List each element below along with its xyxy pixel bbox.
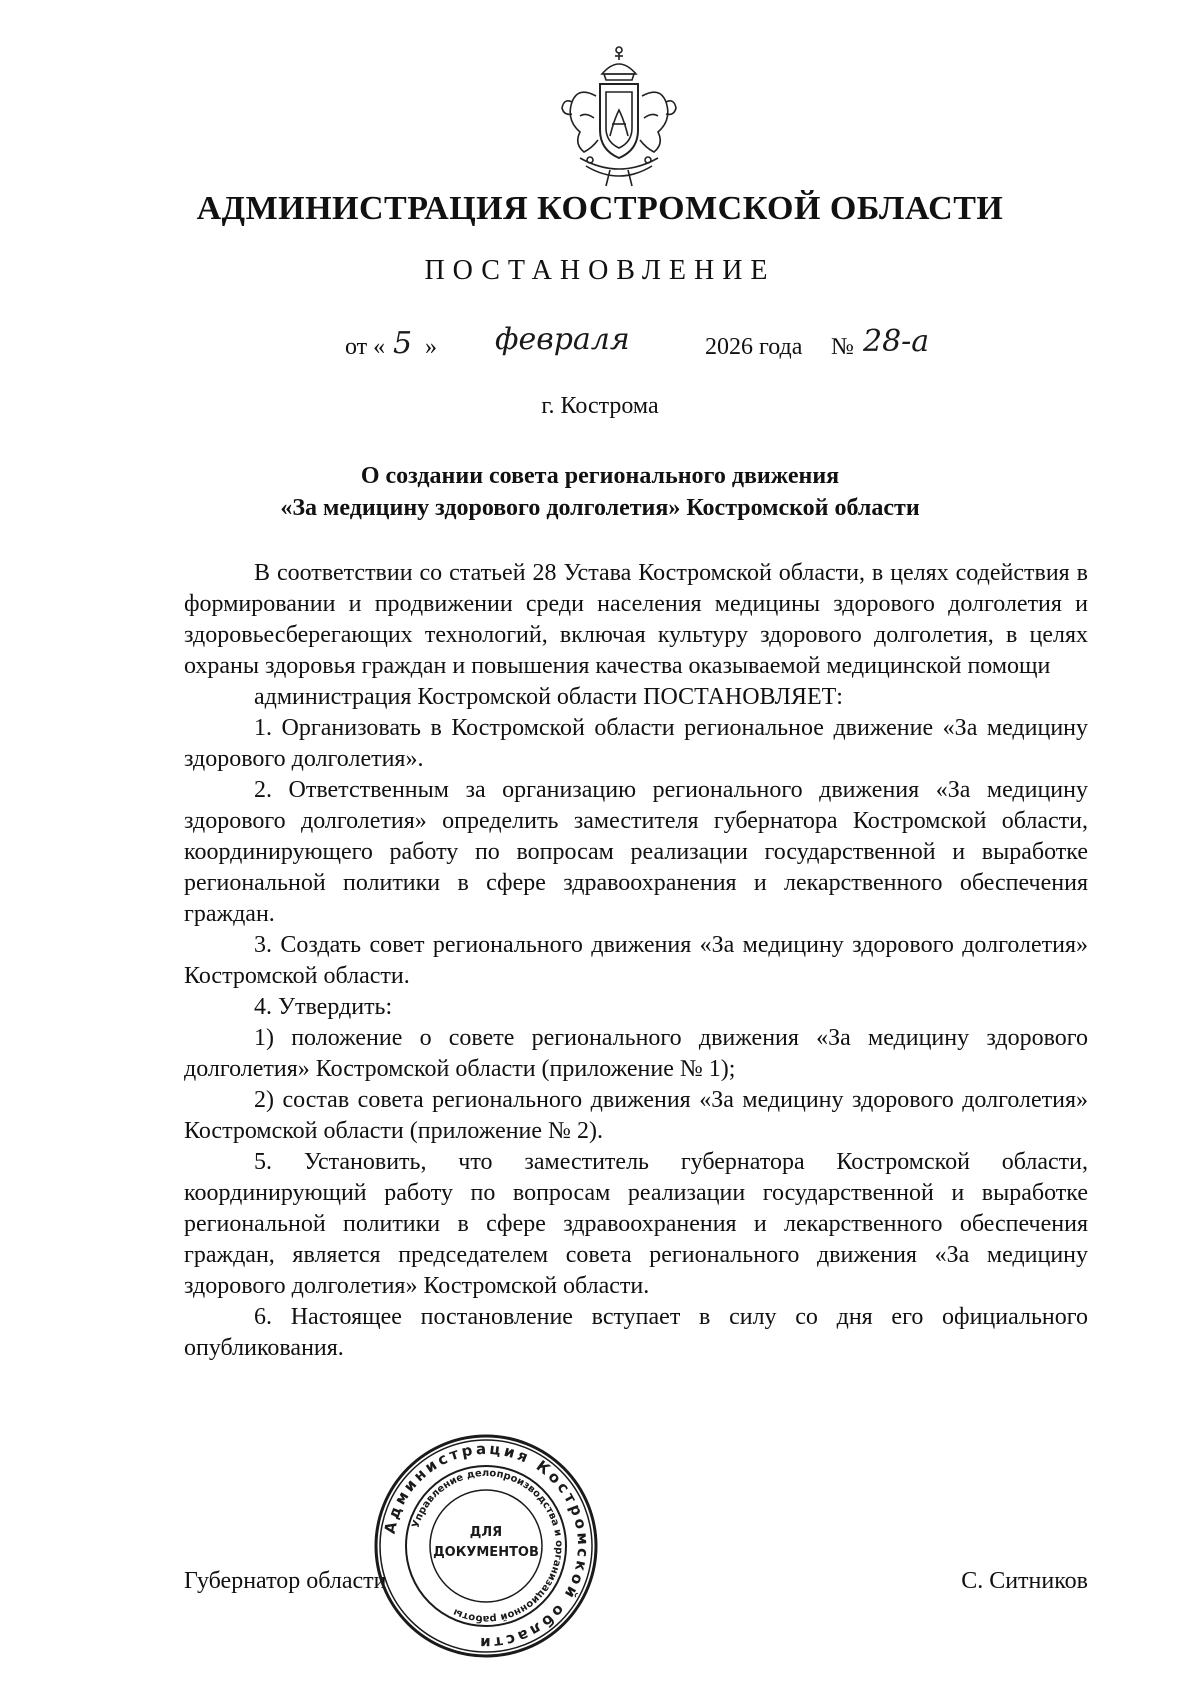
paragraph-item: 3. Создать совет регионального движения «За медицину здорового долголетия» Костромской области. [184,932,1088,989]
resolves-line: администрация Костромской области ПОСТАНОВЛЯЕТ: [254,684,843,710]
document-number: 28-а [863,324,930,359]
paragraph-item: 4. Утвердить: [254,994,393,1020]
paragraph-item: 2. Ответственным за организацию регионального движения «За медицину здорового долголетия» определить заместителя губернатора Костромской области, координирующего работу по вопросам реализации государственной и выработке региональной политики в сфере здравоохранения и лекарственного обеспечения граждан. [184,777,1088,927]
date-close-quote: » [425,334,437,360]
stamp-outer-text: Администрация Костромской области [380,1439,593,1653]
paragraph-item: 1. Организовать в Костромской области региональное движение «За медицину здорового долголетия». [184,715,1088,772]
document-title [0,460,1200,524]
number-sign: № [831,334,854,360]
date-year: 2026 года [705,334,803,360]
date-line [345,322,1045,368]
date-month: февраля [495,322,630,357]
preamble: В соответствии со статьей 28 Устава Костромской области, в целях содействия в формировании и продвижении среди населения медицины здорового долголетия и здоровьесберегающих технологий, включая культуру здорового долголетия, в целях охраны здоровья граждан и повышения качества оказываемой медицинской помощи [184,560,1088,679]
stamp-center-line-2: ДОКУМЕНТОВ [433,1545,539,1560]
signatory-name: С. Ситников [961,1568,1088,1594]
paragraph-item: 1) положение о совете регионального движения «За медицину здорового долголетия» Костромской области (приложение № 1); [184,1025,1088,1082]
date-prefix: от « [345,334,386,360]
paragraph-item: 5. Установить, что заместитель губернатора Костромской области, координирующий работу по вопросам реализации государственной и выработке региональной политики в сфере здравоохранения и лекарственного обеспечения граждан, является председателем совета регионального движения «За медицину здорового долголетия» Костромской области. [184,1149,1088,1299]
official-seal-icon [372,1432,600,1660]
paragraph-item: 6. Настоящее постановление вступает в силу со дня его официального опубликования. [184,1304,1088,1361]
city: г. Кострома [541,393,659,419]
coat-of-arms-icon [550,40,688,190]
document-body [184,558,1088,1364]
title-line-1: О создании совета регионального движения [360,463,840,489]
title-line-2: «За медицину здорового долголетия» Костромской области [280,495,920,521]
paragraph-item: 2) состав совета регионального движения «За медицину здорового долголетия» Костромской области (приложение № 2). [184,1087,1088,1144]
stamp-center-line-1: ДЛЯ [469,1525,503,1540]
date-day: 5 [393,326,413,361]
stamp-inner-text: Управление делопроизводства и организационной работы [410,1467,565,1625]
signatory-position: Губернатор области [184,1568,387,1594]
signature-block [184,1568,1088,1608]
document-type: ПОСТАНОВЛЕНИЕ [424,255,776,286]
organization-name: АДМИНИСТРАЦИЯ КОСТРОМСКОЙ ОБЛАСТИ [196,190,1004,227]
